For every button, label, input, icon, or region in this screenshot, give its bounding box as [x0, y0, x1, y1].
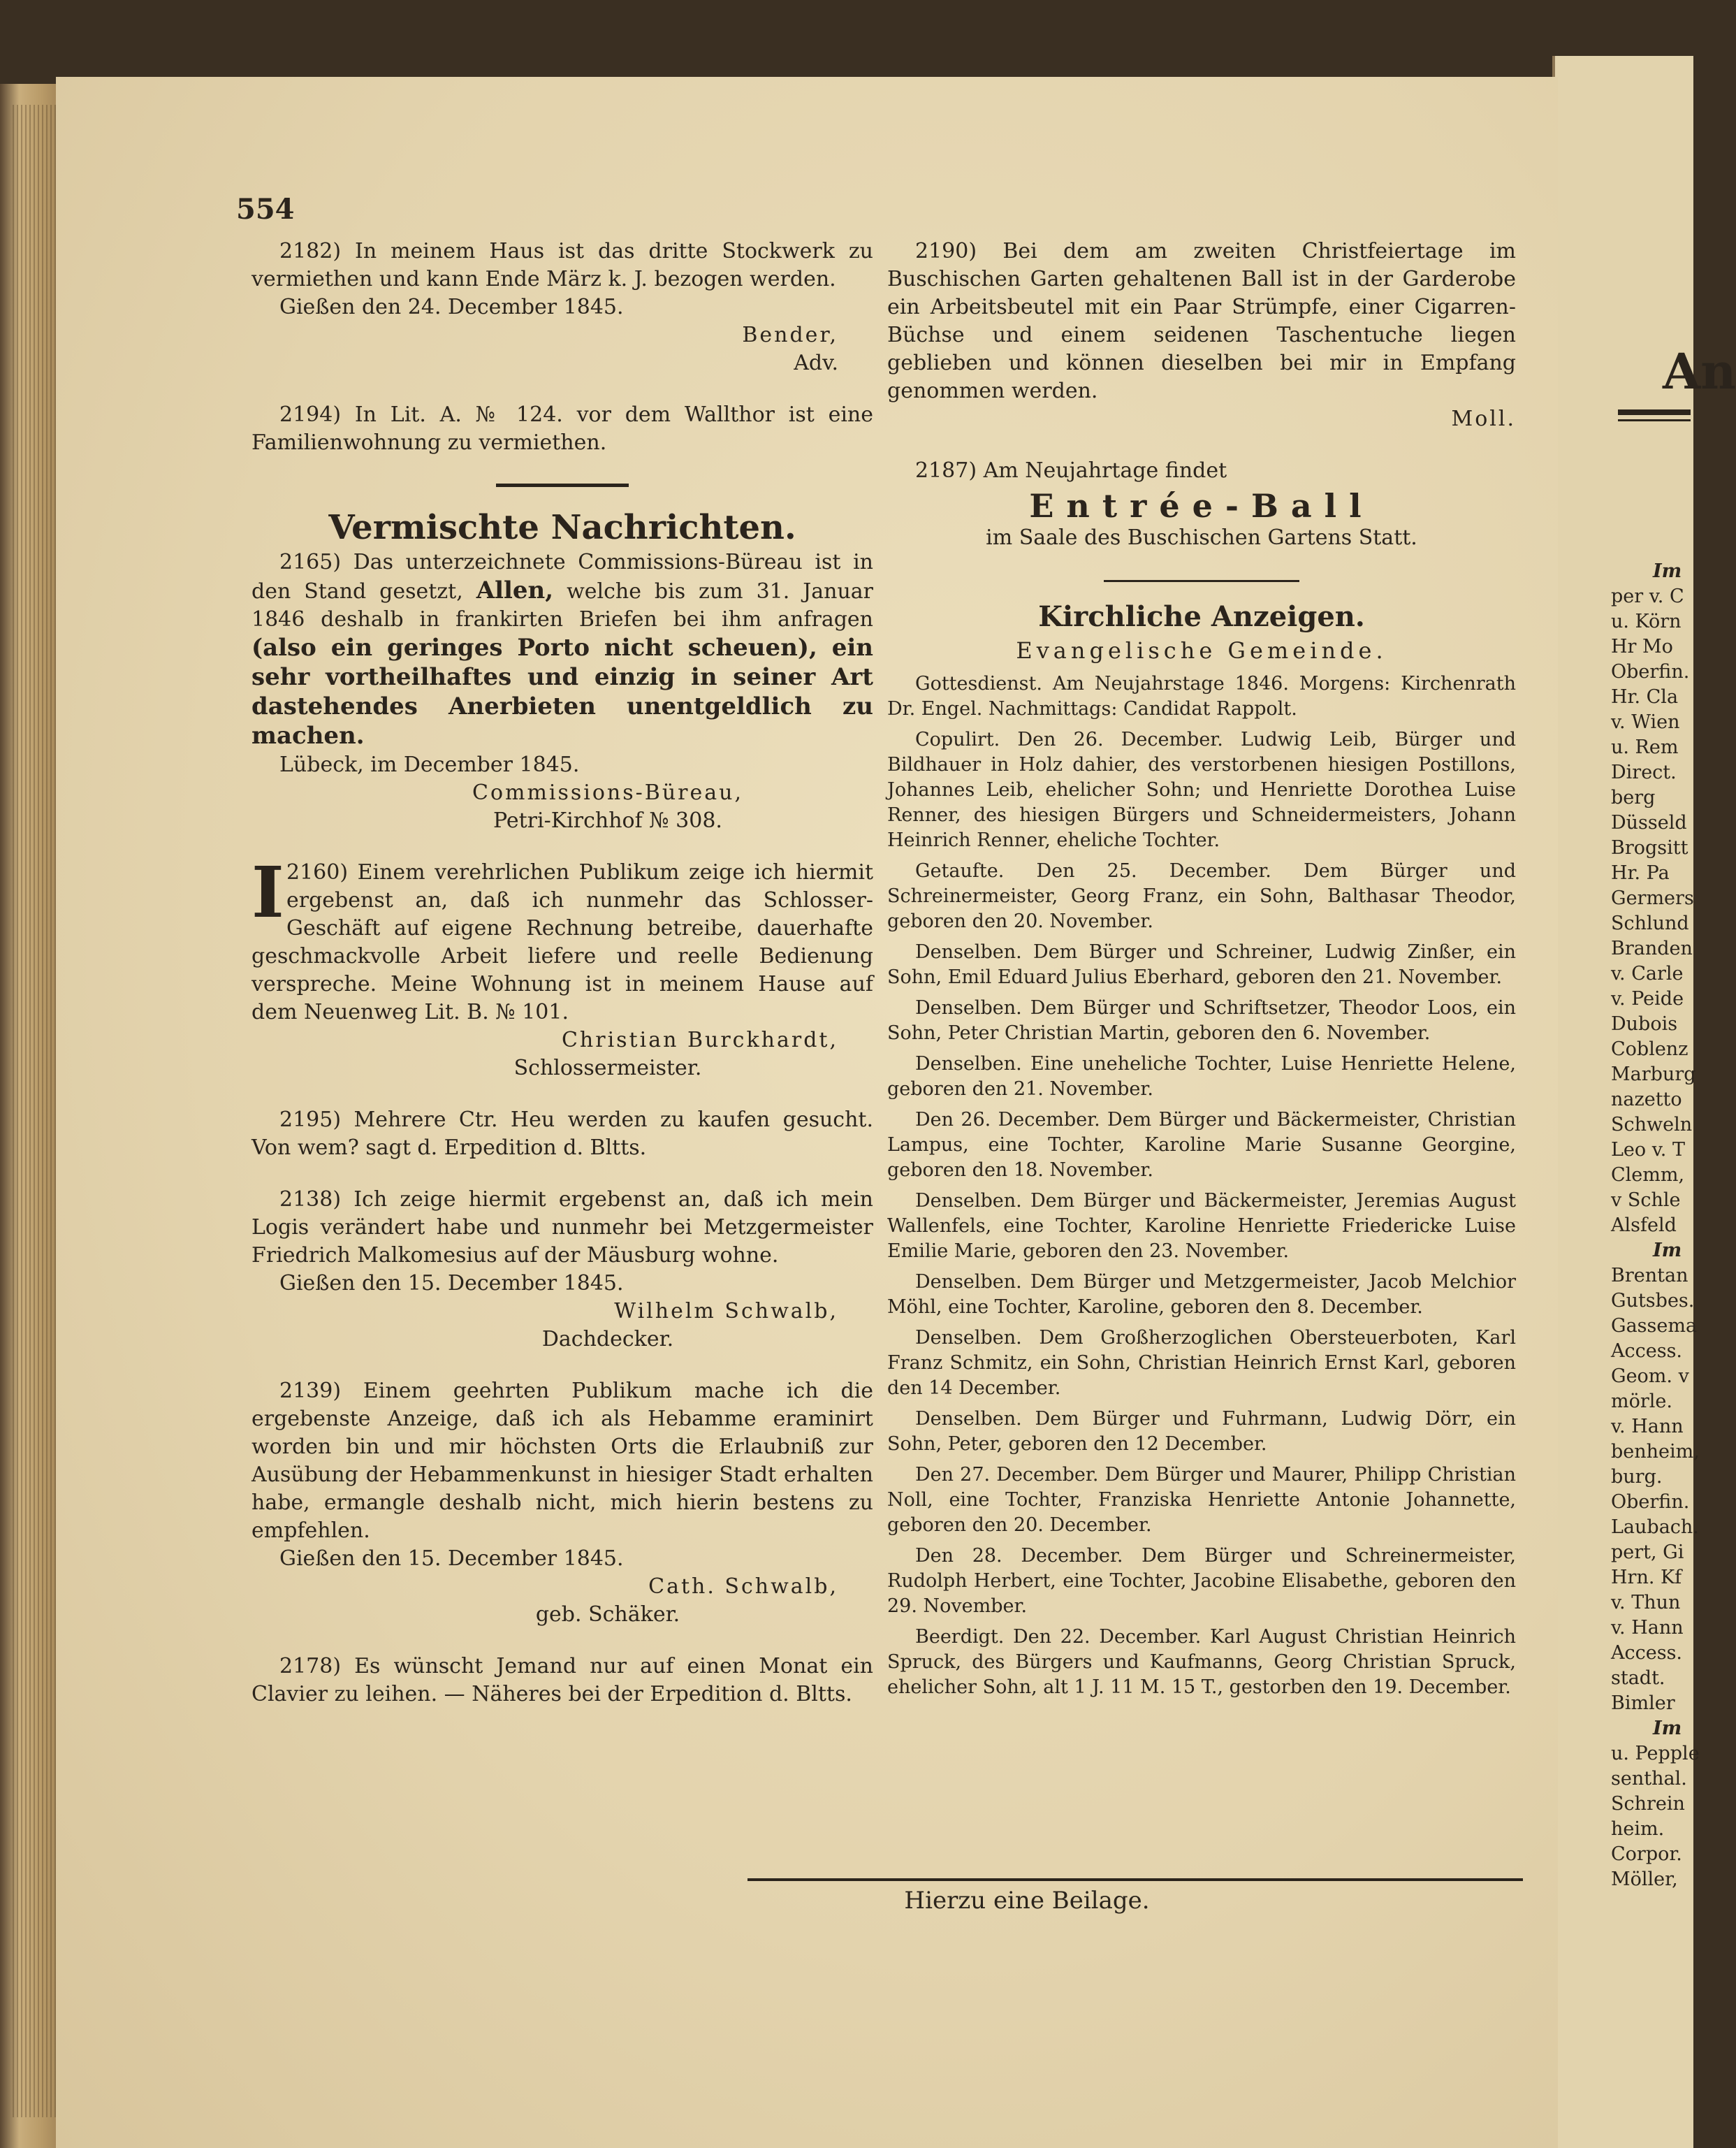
page-number: 554 — [236, 193, 295, 226]
next-page-line: Gassema — [1611, 1315, 1698, 1337]
church-entry: Gottesdienst. Am Neujahrstage 1846. Morgens: Kirchenrath Dr. Engel. Nachmittags: Candidat Rappolt. — [887, 673, 1516, 720]
ad-text: 2139) Einem geehrten Publikum mache ich die ergebenste Anzeige, daß ich als Hebamme eraminirt worden bin und mir höchsten Orts die Erlaubniß zur Ausübung der Hebammenkunst in hiesiger Stadt erhalten habe, ermangle deshalb nicht, mich hierin bestens zu empfehlen. — [251, 1379, 873, 1543]
ad-2160 — [251, 851, 873, 1082]
next-page-line: v. Hann — [1611, 1416, 1684, 1437]
next-page-line: Im — [1653, 1718, 1682, 1739]
church-entries — [887, 672, 1516, 1700]
church-entry: Den 26. December. Dem Bürger und Bäckermeister, Christian Lampus, eine Tochter, Karoline Marie Susanne Georgine, geboren den 18. November. — [887, 1109, 1516, 1181]
ad-text: 2194) In Lit. A. № 124. vor dem Wallthor ist eine Familienwohnung zu vermiethen. — [251, 402, 873, 455]
next-page-line: Clemm, — [1611, 1164, 1685, 1186]
next-page-line: u. Rem — [1611, 736, 1679, 758]
ad-emphasis: Allen, — [476, 576, 554, 604]
footer-divider — [747, 1878, 1523, 1881]
church-entry: Den 27. December. Dem Bürger und Maurer, Philipp Christian Noll, eine Tochter, Franziska Henriette Antonie Johannette, geboren den 20. December. — [887, 1464, 1516, 1536]
church-entry: Denselben. Eine uneheliche Tochter, Luise Henriette Helene, geboren den 21. November. — [887, 1053, 1516, 1100]
next-page-line: Laubach. — [1611, 1516, 1699, 1538]
next-page-line: Dubois — [1611, 1013, 1678, 1035]
next-page-line: Hrn. Kf — [1611, 1567, 1682, 1588]
next-page-line: Oberfin. — [1611, 661, 1690, 683]
ad-text: 2182) In meinem Haus ist das dritte Stockwerk zu vermiethen und kann Ende März k. J. bezogen werden. — [251, 239, 873, 291]
next-page-line: u. Pepple — [1611, 1743, 1700, 1764]
ad-date: Gießen den 24. December 1845. — [279, 295, 624, 319]
ad-date: Gießen den 15. December 1845. — [279, 1271, 624, 1296]
church-entry: Beerdigt. Den 22. December. Karl August Christian Heinrich Spruck, des Bürgers und Kaufmanns, Georg Christian Spruck, ehelicher Sohn, alt 1 J. 11 M. 15 T., gestorben den 19. December. — [887, 1626, 1516, 1698]
ad-2190 — [887, 238, 1516, 433]
next-page-line: Access. — [1611, 1642, 1683, 1664]
ad-2139 — [251, 1377, 873, 1629]
key-dropcap: I — [251, 851, 284, 934]
next-page-line: Access. — [1611, 1340, 1683, 1362]
ad-2187 — [887, 457, 1516, 552]
church-subheading: Evangelische Gemeinde. — [1016, 637, 1387, 664]
next-page-line: v. Hann — [1611, 1617, 1684, 1639]
next-page-line: Direct. — [1611, 762, 1677, 783]
ad-address: Petri-Kirchhof № 308. — [493, 808, 722, 833]
section-divider — [496, 484, 629, 487]
next-page-line: mörle. — [1611, 1391, 1672, 1412]
next-page-line: u. Körn — [1611, 611, 1682, 632]
ad-2165 — [251, 549, 873, 835]
church-entry: Getaufte. Den 25. December. Dem Bürger und Schreinermeister, Georg Franz, ein Sohn, Balthasar Theodor, geboren den 20. November. — [887, 860, 1516, 932]
church-entry: Denselben. Dem Bürger und Bäckermeister, Jeremias August Wallenfels, eine Tochter, Karoline Henriette Friedericke Luise Emilie Marie, geboren den 23. November. — [887, 1190, 1516, 1262]
next-page-line: v. Thun — [1611, 1592, 1681, 1613]
ad-2138 — [251, 1186, 873, 1354]
ad-emphasis-block: (also ein geringes Porto nicht scheuen), ein sehr vortheilhaftes und einzig in seiner Art dastehendes Anerbieten unentgeldlich zu machen. — [251, 634, 873, 750]
ad-text: 2138) Ich zeige hiermit ergebenst an, daß ich mein Logis verändert habe und nunmehr bei Metzgermeister Friedrich Malkomesius auf der Mäusburg wohne. — [251, 1187, 873, 1268]
ad-signature: Christian Burckhardt, — [561, 1028, 838, 1052]
ad-text-line1: 2187) Am Neujahrtage findet — [915, 458, 1227, 483]
next-page-line: Leo v. T — [1611, 1139, 1685, 1161]
next-page-line: v. Carle — [1611, 963, 1684, 985]
footer-note: Hierzu eine Beilage. — [904, 1887, 1150, 1915]
next-page-line: benheim, — [1611, 1441, 1700, 1463]
next-page-line: Brogsitt — [1611, 837, 1688, 859]
entree-ball-title: Entrée-Ball — [1029, 487, 1374, 525]
next-page-line: Im — [1653, 1240, 1682, 1261]
next-page-line: v. Peide — [1611, 988, 1684, 1010]
next-page-line: Gutsbes. — [1611, 1290, 1695, 1312]
ad-2178 — [251, 1653, 873, 1708]
left-column — [251, 238, 873, 1708]
next-page-line: Düsseld — [1611, 812, 1687, 834]
next-page-rule — [1618, 409, 1691, 415]
next-page-line: v. Wien — [1611, 711, 1680, 733]
ad-2182 — [251, 238, 873, 377]
next-page-line: per v. C — [1611, 586, 1684, 607]
ad-text: 2195) Mehrere Ctr. Heu werden zu kaufen gesucht. Von wem? sagt d. Erpedition d. Bltts. — [251, 1108, 873, 1160]
next-page-heading: An — [1663, 342, 1736, 400]
ad-text: 2160) Einem verehrlichen Publikum zeige ich hiermit ergebenst an, daß ich nunmehr das Schlosser-Geschäft auf eigene Rechnung betreibe, dauerhafte geschmackvolle Arbeit liefere und reelle Bedienung verspreche. Meine Wohnung ist in meinem Hause auf dem Neuenweg Lit. B. № 101. — [251, 860, 873, 1024]
church-entry: Denselben. Dem Bürger und Metzgermeister, Jacob Melchior Möhl, eine Tochter, Karoline, geboren den 8. December. — [887, 1271, 1516, 1318]
ad-signature: Cath. Schwalb, — [648, 1574, 838, 1599]
church-entry: Denselben. Dem Bürger und Schreiner, Ludwig Zinßer, ein Sohn, Emil Eduard Julius Eberhard, geboren den 21. November. — [887, 941, 1516, 988]
next-page-line: Corpor. — [1611, 1843, 1682, 1865]
next-page-line: Hr. Cla — [1611, 686, 1679, 708]
ad-signature: Wilhelm Schwalb, — [614, 1299, 838, 1323]
church-entry: Denselben. Dem Bürger und Fuhrmann, Ludwig Dörr, ein Sohn, Peter, geboren den 12 December. — [887, 1408, 1516, 1455]
next-page-line: Geom. v — [1611, 1365, 1689, 1387]
next-page-line: Marburg — [1611, 1064, 1696, 1085]
next-page-line: stadt. — [1611, 1667, 1665, 1689]
section-divider — [1104, 580, 1299, 582]
ad-text: 2190) Bei dem am zweiten Christfeiertage im Buschischen Garten gehaltenen Ball ist in der Garderobe ein Arbeitsbeutel mit ein Paar Strümpfe, einer Cigarren-Büchse und einem seidenen Taschentuche liegen geblieben und können dieselben bei mir in Empfang genommen werden. — [887, 239, 1516, 403]
next-page-line: Hr. Pa — [1611, 862, 1670, 884]
next-page-line: Schlund — [1611, 913, 1689, 934]
next-page-line: Brentan — [1611, 1265, 1688, 1286]
ad-text: 2178) Es wünscht Jemand nur auf einen Monat ein Clavier zu leihen. — Näheres bei der Erpedition d. Bltts. — [251, 1654, 873, 1706]
next-page-line: pert, Gi — [1611, 1541, 1684, 1563]
section-heading: Vermischte Nachrichten. — [328, 508, 796, 547]
ad-signature-title: Schlossermeister. — [513, 1056, 702, 1080]
next-page-line: Schweln — [1611, 1114, 1693, 1135]
ad-text-part2: welche bis zum 31. Januar 1846 deshalb in frankirten Briefen bei ihm anfragen — [251, 579, 873, 632]
next-page-line: Alsfeld — [1611, 1214, 1677, 1236]
ad-place: Lübeck, im December 1845. — [279, 753, 580, 777]
next-page-line: Hr Mo — [1611, 636, 1673, 658]
ad-text-part1: 2165) Das unterzeichnete Commissions-Büreau ist in den Stand gesetzt, — [251, 550, 873, 604]
ad-2194 — [251, 401, 873, 457]
next-page-line: Bimler — [1611, 1692, 1675, 1714]
next-page-line: Germers — [1611, 887, 1694, 909]
next-page-line: berg — [1611, 787, 1656, 808]
right-column — [887, 238, 1516, 1706]
next-page-line: Im — [1653, 560, 1682, 582]
ad-signature: Moll. — [1451, 407, 1516, 431]
next-page-column — [1611, 559, 1700, 1892]
next-page-line: Branden — [1611, 938, 1693, 959]
next-page-line: Coblenz — [1611, 1038, 1688, 1060]
ad-signature: Commissions-Büreau, — [472, 781, 743, 805]
church-heading: Kirchliche Anzeigen. — [1038, 600, 1365, 633]
next-page-rule-thin — [1618, 419, 1691, 421]
next-page-line: senthal. — [1611, 1768, 1687, 1790]
ad-signature: Bender, — [742, 323, 838, 347]
next-page-line: Oberfin. — [1611, 1491, 1690, 1513]
next-page-line: heim. — [1611, 1818, 1665, 1840]
ad-text — [251, 549, 873, 751]
next-page-line: v Schle — [1611, 1189, 1681, 1211]
ad-signature-title: geb. Schäker. — [535, 1602, 680, 1627]
next-page-line: Möller, — [1611, 1868, 1678, 1890]
church-entry: Denselben. Dem Bürger und Schriftsetzer, Theodor Loos, ein Sohn, Peter Christian Martin, geboren den 6. November. — [887, 997, 1516, 1044]
next-page-line: nazetto — [1611, 1089, 1682, 1110]
ad-date: Gießen den 15. December 1845. — [279, 1546, 624, 1571]
ad-2195 — [251, 1106, 873, 1162]
next-page-line: burg. — [1611, 1466, 1663, 1488]
next-page-line: Schrein — [1611, 1793, 1685, 1815]
church-entry: Copulirt. Den 26. December. Ludwig Leib, Bürger und Bildhauer in Holz dahier, des verstorbenen hiesigen Postillons, Johannes Leib, ehelicher Sohn; und Henriette Dorothea Luise Renner, des hiesigen Bürgers und Schneidermeisters, Johann Heinrich Renner, eheliche Tochter. — [887, 729, 1516, 851]
ad-signature-title: Dachdecker. — [541, 1327, 674, 1351]
church-entry: Denselben. Dem Großherzoglichen Obersteuerboten, Karl Franz Schmitz, ein Sohn, Christian Heinrich Ernst Karl, geboren den 14 December. — [887, 1327, 1516, 1399]
ad-text-line2: im Saale des Buschischen Gartens Statt. — [986, 525, 1417, 550]
church-entry: Den 28. December. Dem Bürger und Schreinermeister, Rudolph Herbert, eine Tochter, Jacobine Elisabethe, geboren den 29. November. — [887, 1545, 1516, 1617]
ad-signature-title: Adv. — [794, 351, 838, 375]
